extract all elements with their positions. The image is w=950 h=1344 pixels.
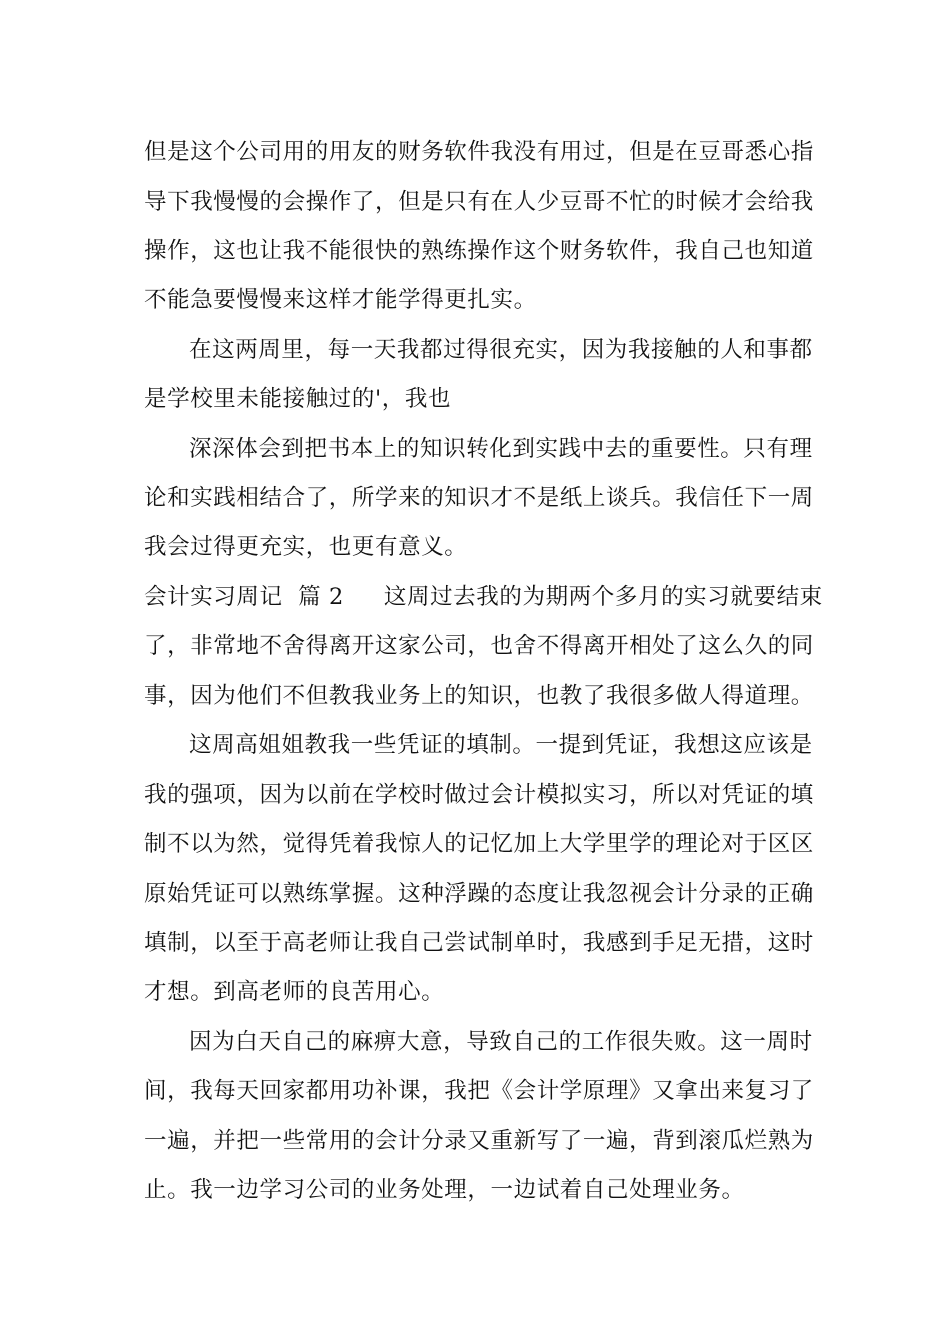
paragraph-4-line-1 xyxy=(144,582,823,612)
paragraph-3-line-1: 深深体会到把书本上的知识转化到实践中去的重要性。只有理 xyxy=(189,436,813,462)
paragraph-4-line-1-text: 这周过去我的为期两个多月的实习就要结束 xyxy=(383,584,823,610)
paragraph-6-line-3: 一遍，并把一些常用的会计分录又重新写了一遍，背到滚瓜烂熟为 xyxy=(144,1128,814,1154)
paragraph-1-line-2: 导下我慢慢的会操作了，但是只有在人少豆哥不忙的时候才会给我 xyxy=(144,189,814,215)
paragraph-5-line-5: 填制，以至于高老师让我自己尝试制单时，我感到手足无措，这时 xyxy=(144,930,814,956)
paragraph-5-line-2: 我的强项，因为以前在学校时做过会计模拟实习，所以对凭证的填 xyxy=(144,782,814,808)
paragraph-1-line-3: 操作，这也让我不能很快的熟练操作这个财务软件，我自己也知道 xyxy=(144,238,814,264)
paragraph-1-line-4: 不能急要慢慢来这样才能学得更扎实。 xyxy=(144,287,537,313)
paragraph-2-line-2: 是学校里未能接触过的'，我也 xyxy=(144,386,452,412)
paragraph-6-line-1: 因为白天自己的麻痹大意，导致自己的工作很失败。这一周时 xyxy=(189,1029,813,1055)
paragraph-3-line-2: 论和实践相结合了，所学来的知识才不是纸上谈兵。我信任下一周 xyxy=(144,485,814,511)
paragraph-4-line-3: 事，因为他们不但教我业务上的知识，也教了我很多做人得道理。 xyxy=(144,683,814,709)
paragraph-6-line-4: 止。我一边学习公司的业务处理，一边试着自己处理业务。 xyxy=(144,1177,745,1203)
paragraph-5-line-4: 原始凭证可以熟练掌握。这种浮躁的态度让我忽视会计分录的正确 xyxy=(144,881,814,907)
paragraph-6-line-2: 间，我每天回家都用功补课，我把《会计学原理》又拿出来复习了 xyxy=(144,1078,814,1104)
paragraph-5-line-3: 制不以为然，觉得凭着我惊人的记忆加上大学里学的理论对于区区 xyxy=(144,831,814,857)
paragraph-2-line-1: 在这两周里，每一天我都过得很充实，因为我接触的人和事都 xyxy=(189,337,813,363)
section-heading: 会计实习周记 篇 2 xyxy=(144,584,344,610)
paragraph-4-line-2: 了，非常地不舍得离开这家公司，也舍不得离开相处了这么久的同 xyxy=(144,633,814,659)
paragraph-1-line-1: 但是这个公司用的用友的财务软件我没有用过，但是在豆哥悉心指 xyxy=(144,139,814,165)
paragraph-5-line-6: 才想。到高老师的良苦用心。 xyxy=(144,979,445,1005)
paragraph-3-line-3: 我会过得更充实，也更有意义。 xyxy=(144,534,468,560)
paragraph-5-line-1: 这周高姐姐教我一些凭证的填制。一提到凭证，我想这应该是 xyxy=(189,732,813,758)
